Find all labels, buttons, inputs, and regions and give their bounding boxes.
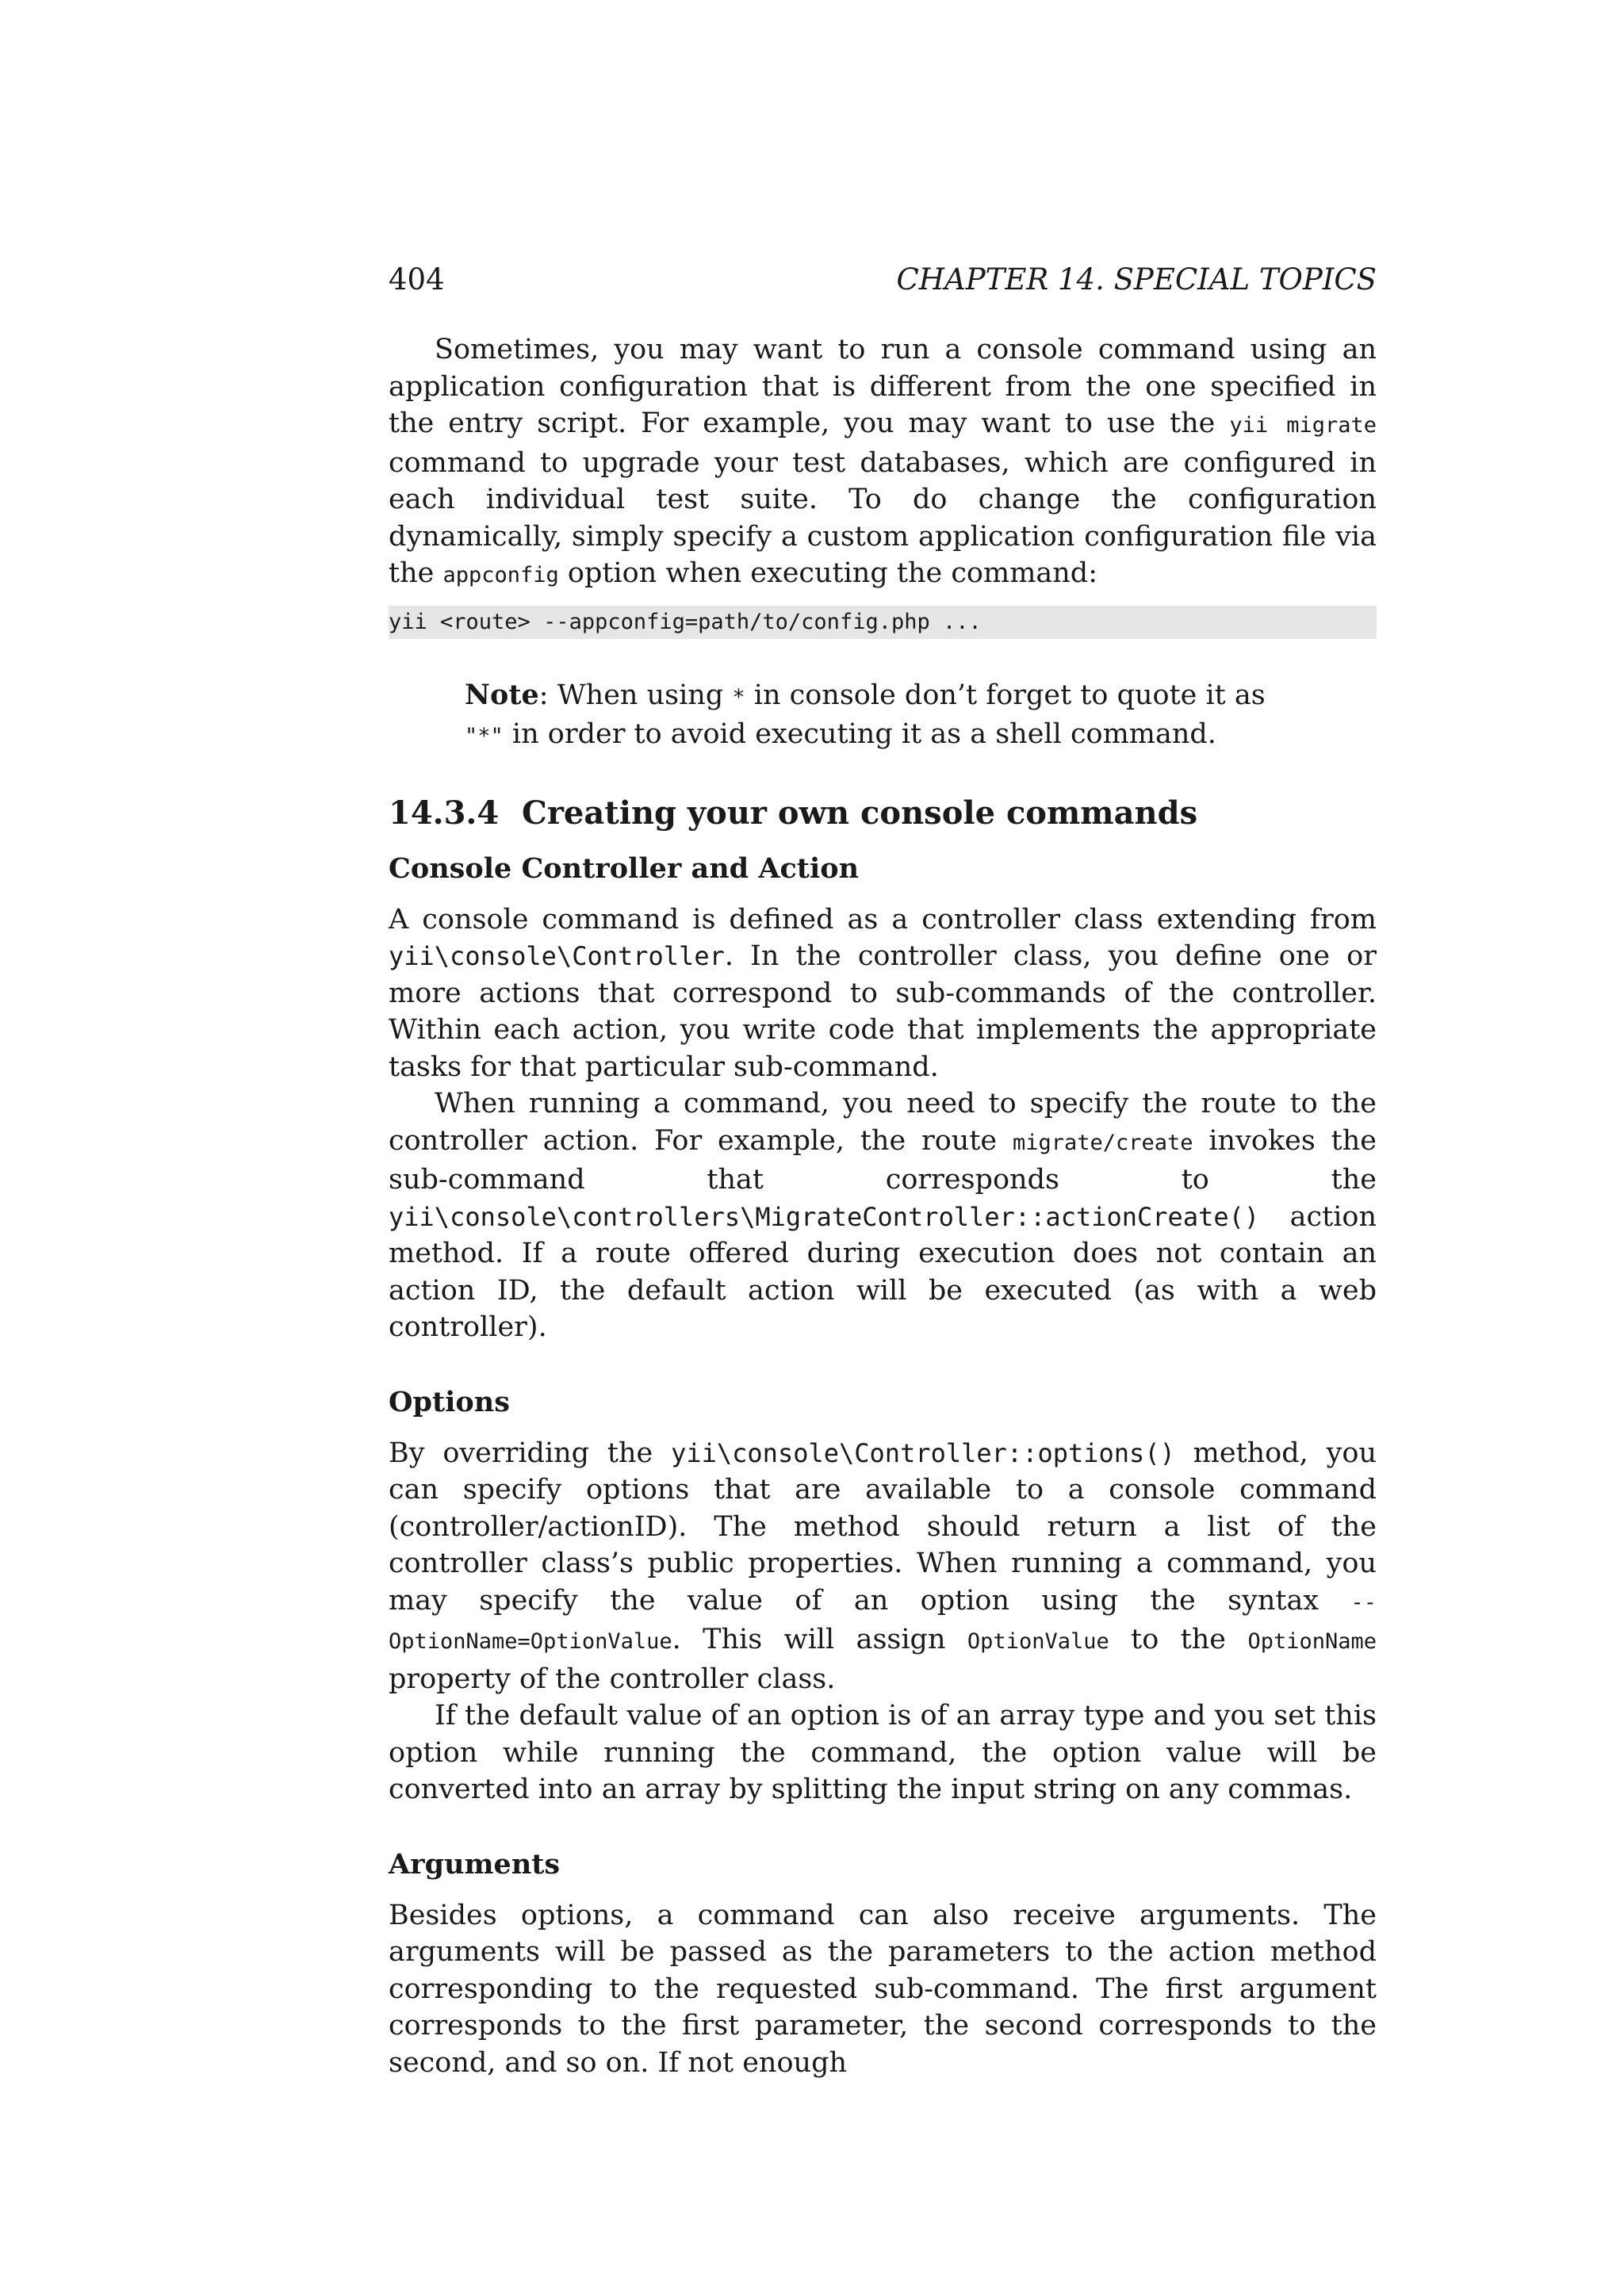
text-run: property of the controller class. bbox=[389, 1663, 836, 1695]
options-paragraph-2: If the default value of an option is of an array type and you set this option while running the command, the option value will be converted into an array by splitting the input string on any commas. bbox=[389, 1700, 1377, 1805]
note-box bbox=[465, 677, 1304, 756]
section-title: Creating your own console commands bbox=[522, 794, 1198, 832]
inline-code: yii\console\Controller bbox=[389, 941, 725, 971]
text-run: command to upgrade your test databases, which are configured in each individual test suite. To do change the configuration dynamically, simply specify a custom application configuration file via the bbox=[389, 446, 1377, 589]
text-run: in order to avoid executing it as a shell command. bbox=[503, 718, 1216, 750]
chapter-title: CHAPTER 14. SPECIAL TOPICS bbox=[896, 262, 1377, 297]
options-heading: Options bbox=[389, 1385, 510, 1418]
inline-code: yii\console\controllers\MigrateController::actionCreate() bbox=[389, 1201, 1260, 1232]
page-number: 404 bbox=[389, 262, 445, 297]
text-run: option when executing the command: bbox=[558, 557, 1097, 589]
controller-paragraph-2 bbox=[389, 1085, 1377, 1346]
options-paragraph-1 bbox=[389, 1435, 1377, 1698]
document-page bbox=[389, 262, 1377, 2081]
running-header bbox=[389, 262, 1377, 298]
controller-paragraph-1 bbox=[389, 901, 1377, 1086]
text-run: By overriding the bbox=[389, 1437, 672, 1469]
text-run: method, you can specify options that are available to a console command (controller/actionID). The method should return a list of the controller class’s public properties. When running a command, you may specify the value of an option using the syntax bbox=[389, 1437, 1377, 1617]
text-run: to the bbox=[1109, 1624, 1248, 1655]
inline-code: --OptionName=OptionValue bbox=[389, 1590, 1377, 1654]
text-run: : When using bbox=[538, 679, 733, 711]
inline-code: "*" bbox=[465, 724, 504, 748]
arguments-heading: Arguments bbox=[389, 1847, 561, 1881]
text-run: . In the controller class, you define one or more actions that correspond to sub-commands of the controller. Within each action, you write code that implements the appropriate tasks for that particular sub-command. bbox=[389, 940, 1377, 1083]
section-heading bbox=[389, 794, 1377, 833]
inline-code: OptionValue bbox=[967, 1629, 1109, 1654]
section-number: 14.3.4 bbox=[389, 794, 500, 832]
text-run: action method. If a route offered during execution does not contain an action ID, the default action will be executed (as with a web controller). bbox=[389, 1200, 1377, 1343]
intro-paragraph bbox=[389, 331, 1377, 595]
text-run: Sometimes, you may want to run a console command using an application configuration that is different from the one specified in the entry script. For example, you may want to use the bbox=[389, 334, 1377, 439]
note-label: Note bbox=[465, 678, 539, 711]
inline-code: yii\console\Controller::options() bbox=[671, 1437, 1175, 1468]
text-run: When running a command, you need to specify the route to the controller action. For example, the route bbox=[389, 1088, 1377, 1157]
code-block: yii <route> --appconfig=path/to/config.php ... bbox=[389, 606, 1377, 639]
controller-action-heading: Console Controller and Action bbox=[389, 851, 860, 885]
inline-code: yii migrate bbox=[1229, 413, 1377, 438]
inline-code: OptionName bbox=[1247, 1629, 1377, 1654]
note-paragraph bbox=[465, 677, 1304, 756]
inline-code: migrate/create bbox=[1012, 1130, 1193, 1155]
text-run: A console command is defined as a controller class extending from bbox=[389, 903, 1377, 936]
text-run: . This will assign bbox=[672, 1624, 967, 1655]
inline-code: appconfig bbox=[442, 563, 559, 587]
text-run: in console don’t forget to quote it as bbox=[745, 679, 1266, 711]
inline-code: * bbox=[732, 684, 745, 710]
text-run: invokes the sub-command that corresponds to the bbox=[389, 1124, 1377, 1196]
arguments-paragraph: Besides options, a command can also receive arguments. The arguments will be passed as the parameters to the action method corresponding to the requested sub-command. The first argument corresponds to the first parameter, the second corresponds to the second, and so on. If not enough bbox=[389, 1899, 1377, 2079]
